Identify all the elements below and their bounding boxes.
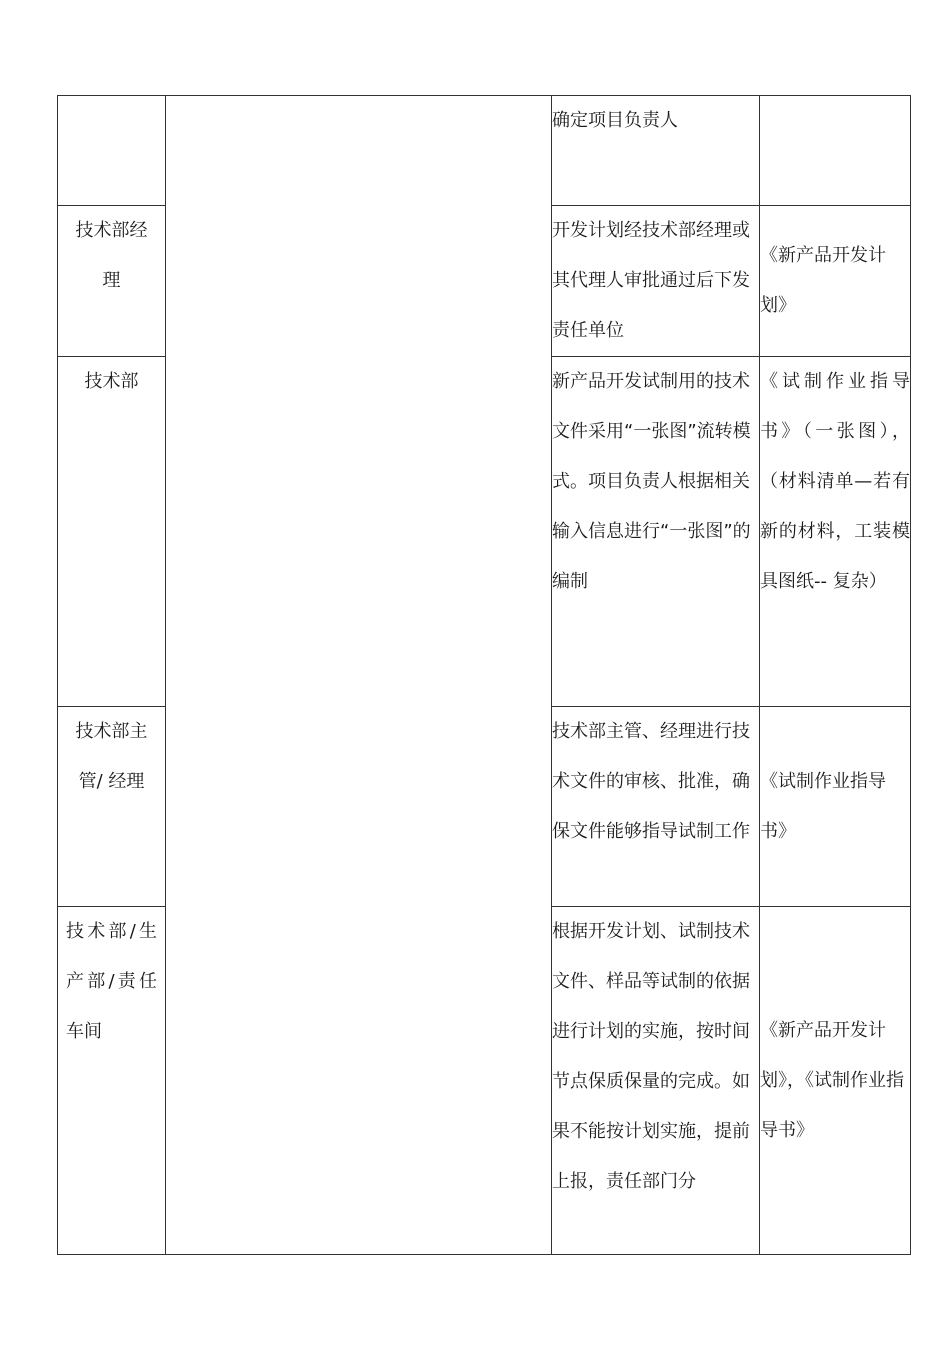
- role-cell: [58, 96, 166, 206]
- role-text: 技术部: [84, 371, 139, 392]
- process-table: [57, 95, 911, 1255]
- document-cell: [760, 96, 911, 206]
- document-text: 《新产品开发计划》: [760, 245, 886, 316]
- role-text: 技术部主管/ 经理: [75, 721, 148, 792]
- document-text: 《试制作业指导书》: [760, 770, 886, 842]
- description-cell: [552, 96, 760, 206]
- role-cell: [58, 707, 166, 907]
- role-text: 技术部/生产部/责任车间: [66, 921, 157, 1042]
- document-cell: [760, 707, 911, 907]
- document-cell: [760, 357, 911, 707]
- table-row: [58, 96, 911, 206]
- description-cell: [552, 357, 760, 707]
- document-cell: [760, 206, 911, 357]
- document-text: 《试制作业指导书》（一张图），（材料清单—若有新的材料，工装模具图纸-- 复杂）: [760, 371, 910, 592]
- description-cell: [552, 907, 760, 1255]
- description-text: 新产品开发试制用的技术文件采用“一张图”流转模式。项目负责人根据相关输入信息进行“一张图”的编制: [552, 371, 751, 592]
- description-text: 根据开发计划、试制技术文件、样品等试制的依据进行计划的实施，按时间节点保质保量的完成。如果不能按计划实施，提前上报，责任部门分: [552, 921, 750, 1192]
- document-cell: [760, 907, 911, 1255]
- description-text: 确定项目负责人: [552, 110, 678, 131]
- role-cell: [58, 357, 166, 707]
- document-text: 《新产品开发计划》，《试制作业指导书》: [760, 1019, 904, 1141]
- description-cell: [552, 707, 760, 907]
- description-text: 开发计划经技术部经理或其代理人审批通过后下发责任单位: [552, 220, 750, 341]
- description-text: 技术部主管、经理进行技术文件的审核、批准，确保文件能够指导试制工作: [552, 721, 750, 842]
- flowchart-cell: [166, 96, 552, 1255]
- role-cell: [58, 907, 166, 1255]
- description-cell: [552, 206, 760, 357]
- role-cell: [58, 206, 166, 357]
- role-text: 技术部经理: [75, 220, 148, 291]
